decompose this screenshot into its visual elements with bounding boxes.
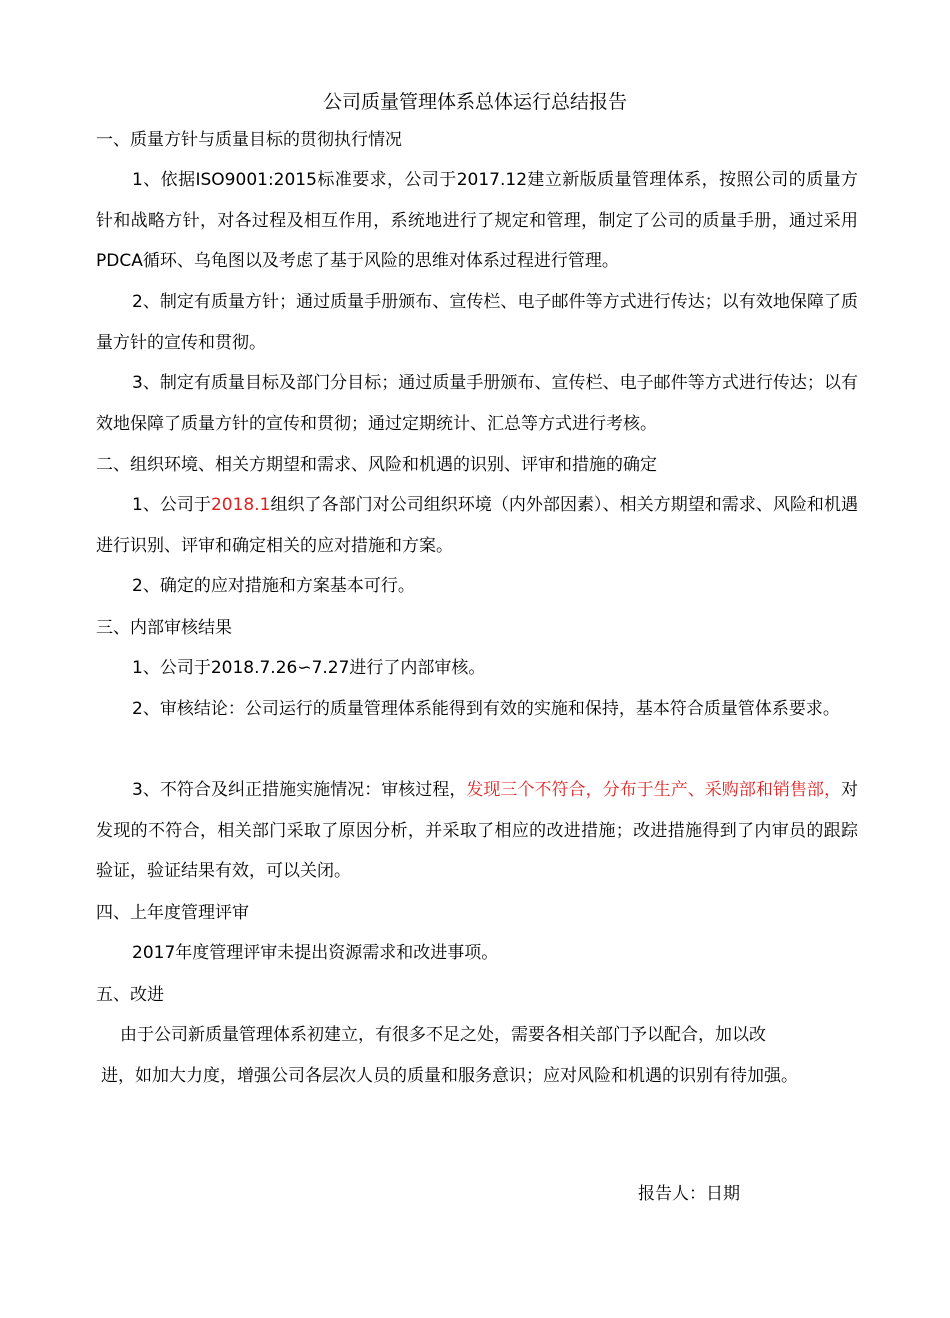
section-3-paragraph-1: 1、公司于2018.7.26∽7.27进行了内部审核。 bbox=[132, 658, 486, 678]
section-3-p3-after: 对发现的不符合，相关部门采取了原因分析，并采取了相应的改进措施；改进措施得到了内审员的跟踪验证，验证结果有效，可以关闭。 bbox=[96, 780, 858, 881]
section-2-p1-before: 1、公司于 bbox=[132, 495, 211, 515]
section-1-paragraph-3: 3、制定有质量目标及部门分目标；通过质量手册颁布、宣传栏、电子邮件等方式进行传达；以有效地保障了质量方针的宣传和贯彻；通过定期统计、汇总等方式进行考核。 bbox=[96, 373, 858, 434]
section-2-paragraph-1 bbox=[96, 485, 858, 566]
section-2-paragraph-2: 2、确定的应对措施和方案基本可行。 bbox=[132, 576, 415, 596]
section-3-p3-before: 3、不符合及纠正措施实施情况：审核过程， bbox=[132, 780, 467, 800]
section-2-p1-highlight: 2018.1 bbox=[210, 495, 271, 515]
section-1-paragraph-1: 1、依据ISO9001:2015标准要求，公司于2017.12建立新版质量管理体系，按照公司的质量方针和战略方针，对各过程及相互作用，系统地进行了规定和管理，制定了公司的质量手册，通过采用PDCA循环、乌龟图以及考虑了基于风险的思维对体系过程进行管理。 bbox=[96, 170, 858, 271]
section-1-paragraph-2: 2、制定有质量方针；通过质量手册颁布、宣传栏、电子邮件等方式进行传达；以有效地保障了质量方针的宣传和贯彻。 bbox=[96, 292, 858, 353]
section-3-paragraph-3 bbox=[96, 770, 858, 892]
section-2-p1-after: 组织了各部门对公司组织环境（内外部因素）、相关方期望和需求、风险和机遇进行识别、评审和确定相关的应对措施和方案。 bbox=[96, 495, 858, 556]
section-heading-3: 三、内部审核结果 bbox=[96, 618, 232, 638]
document-title: 公司质量管理体系总体运行总结报告 bbox=[322, 91, 627, 113]
section-3-p3-highlight: 发现三个不符合，分布于生产、采购部和销售部， bbox=[466, 780, 841, 800]
section-5-line-1: 由于公司新质量管理体系初建立，有很多不足之处，需要各相关部门予以配合，加以改 bbox=[120, 1025, 766, 1045]
section-4-paragraph-1: 2017年度管理评审未提出资源需求和改进事项。 bbox=[132, 943, 499, 963]
section-heading-1: 一、质量方针与质量目标的贯彻执行情况 bbox=[96, 130, 402, 150]
section-heading-4: 四、上年度管理评审 bbox=[96, 903, 249, 923]
section-5-line-2: 进，如加大力度，增强公司各层次人员的质量和服务意识；应对风险和机遇的识别有待加强。 bbox=[101, 1066, 798, 1086]
signature-line: 报告人：日期 bbox=[638, 1184, 740, 1204]
section-heading-5: 五、改进 bbox=[96, 985, 164, 1005]
section-3-paragraph-2: 2、审核结论：公司运行的质量管理体系能得到有效的实施和保持，基本符合质量管体系要求。 bbox=[132, 699, 840, 719]
section-heading-2: 二、组织环境、相关方期望和需求、风险和机遇的识别、评审和措施的确定 bbox=[96, 455, 657, 475]
